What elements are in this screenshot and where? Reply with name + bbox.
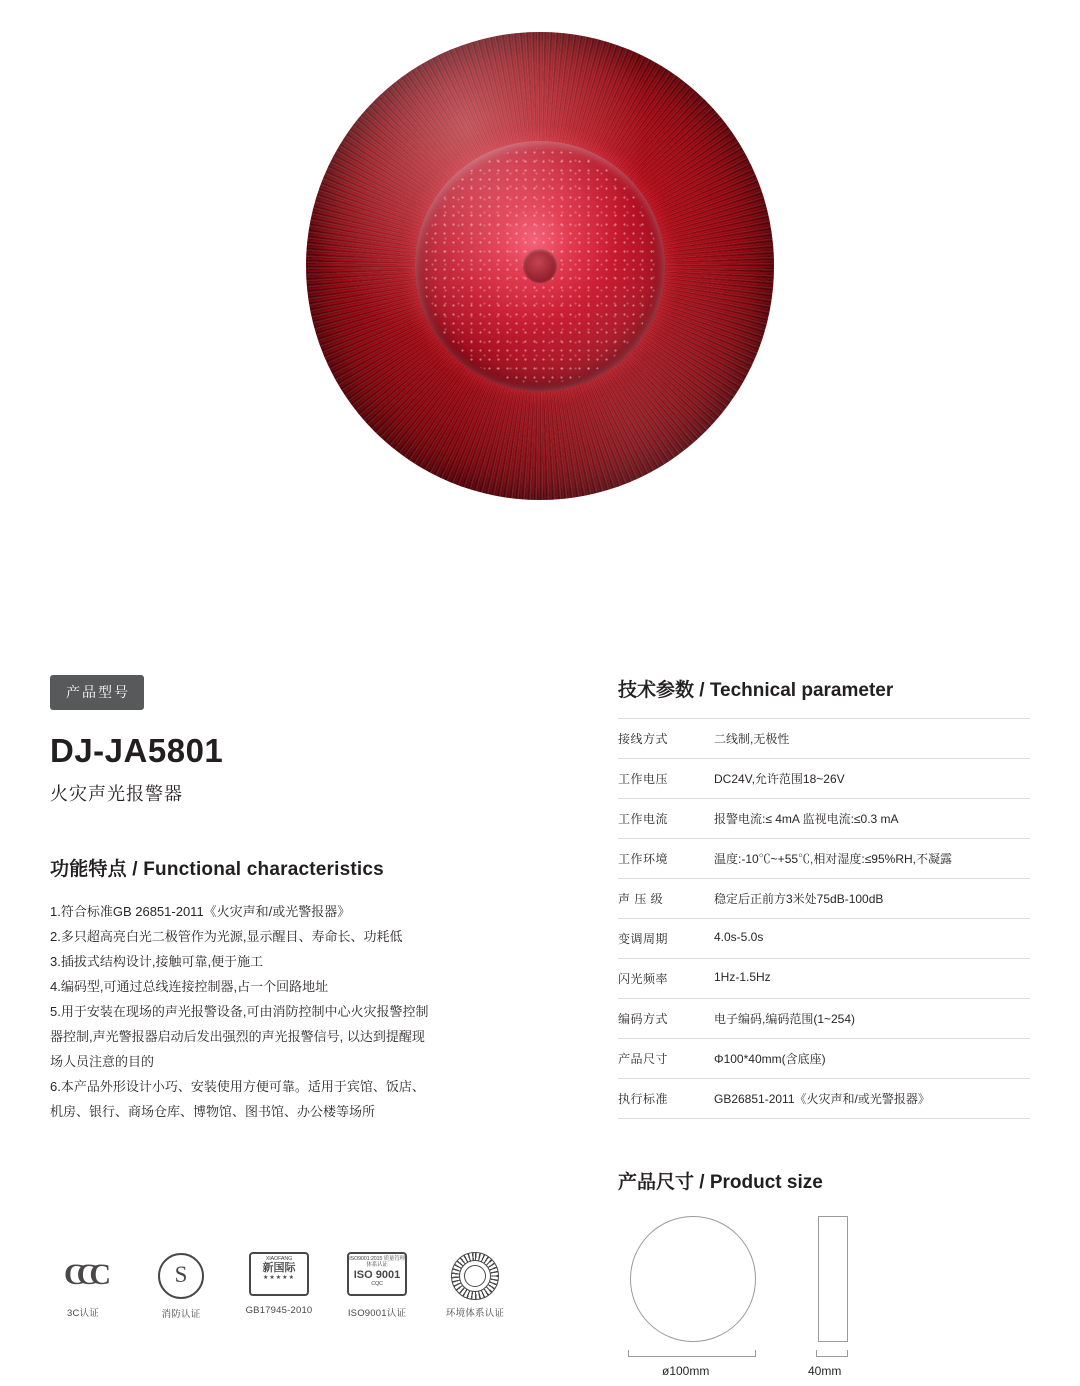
spec-value: DC24V,允许范围18~26V [714, 759, 1030, 799]
thickness-label: 40mm [808, 1364, 842, 1378]
cert-caption: 环境体系认证 [445, 1308, 505, 1319]
table-row [618, 959, 1030, 999]
table-row [618, 719, 1030, 759]
model-number: DJ-JA5801 [50, 732, 224, 769]
spec-key: 变调周期 [618, 919, 714, 959]
spec-value: 温度:-10℃~+55℃,相对湿度:≤95%RH,不凝露 [714, 839, 1030, 879]
feature-line: 6.本产品外形设计小巧、安装使用方便可靠。适用于宾馆、饭店、 [50, 1079, 425, 1094]
gb-badge-top: XIAOFANG [265, 1256, 293, 1262]
spec-key: 工作电流 [618, 799, 714, 839]
iso-badge-top: ISO9001:2015 质量管理体系认证 [349, 1256, 405, 1269]
product-size-diagram [618, 1216, 1030, 1386]
diameter-dimension-line [628, 1356, 756, 1357]
iso-badge-bottom: CQC [371, 1281, 383, 1288]
spec-value: 电子编码,编码范围(1~254) [714, 999, 1030, 1039]
table-row [618, 839, 1030, 879]
front-view-circle [630, 1216, 756, 1342]
model-name: 火灾声光报警器 [50, 784, 183, 804]
lens-gloss-highlight [306, 32, 774, 500]
spec-table [618, 718, 1030, 1119]
s-mark-icon [150, 1253, 212, 1299]
spec-key: 编码方式 [618, 999, 714, 1039]
feature-line: 5.用于安装在现场的声光报警设备,可由消防控制中心火灾报警控制 [50, 1004, 429, 1019]
side-view-rectangle [818, 1216, 848, 1342]
model-tag: 产品型号 [50, 675, 144, 710]
feature-line: 2.多只超高亮白光二极管作为光源,显示醒目、寿命长、功耗低 [50, 929, 403, 944]
spec-key: 接线方式 [618, 719, 714, 759]
product-info-column [50, 675, 530, 1124]
product-hero-image [0, 0, 1080, 620]
iso-badge-mid: ISO 9001 [353, 1268, 401, 1281]
s-mark: S [158, 1253, 204, 1299]
table-row [618, 799, 1030, 839]
feature-line: 1.符合标准GB 26851-2011《火灾声和/或光警报器》 [50, 904, 351, 919]
spec-value: 1Hz-1.5Hz [714, 959, 1030, 999]
technical-column [618, 675, 1030, 1386]
spec-key: 产品尺寸 [618, 1039, 714, 1079]
iso9001-badge-icon [346, 1252, 408, 1298]
features-list [50, 899, 530, 1124]
spec-key: 工作电压 [618, 759, 714, 799]
gb-badge-stars: ★★★★★ [263, 1274, 295, 1281]
thickness-dimension-line [816, 1356, 848, 1357]
table-row [618, 1039, 1030, 1079]
spec-key: 执行标准 [618, 1079, 714, 1119]
size-section-title: 产品尺寸 / Product size [618, 1172, 823, 1193]
lamp-outer-lens [306, 32, 774, 500]
cert-3c [48, 1252, 118, 1320]
table-row [618, 999, 1030, 1039]
spec-value: GB26851-2011《火灾声和/或光警报器》 [714, 1079, 1030, 1119]
feature-line: 场人员注意的目的 [50, 1054, 155, 1069]
spec-key: 闪光频率 [618, 959, 714, 999]
table-row [618, 759, 1030, 799]
table-row [618, 919, 1030, 959]
table-row [618, 879, 1030, 919]
spec-value: Φ100*40mm(含底座) [714, 1039, 1030, 1079]
certification-badges [48, 1252, 510, 1320]
ccc-icon [52, 1252, 114, 1298]
gb-badge-icon [248, 1252, 310, 1298]
spec-value: 二线制,无极性 [714, 719, 1030, 759]
cert-environment [440, 1252, 510, 1320]
feature-line: 4.编码型,可通过总线连接控制器,占一个回路地址 [50, 979, 329, 994]
spec-key: 声 压 级 [618, 879, 714, 919]
diameter-label: ø100mm [662, 1364, 710, 1378]
gb-badge-mid: 新国际 [262, 1262, 296, 1275]
spec-key: 工作环境 [618, 839, 714, 879]
environment-badge-inner [464, 1265, 486, 1287]
cert-iso9001 [342, 1252, 412, 1320]
cert-gb17945 [244, 1252, 314, 1320]
spec-value: 稳定后正前方3米处75dB-100dB [714, 879, 1030, 919]
feature-line: 机房、银行、商场仓库、博物馆、图书馆、办公楼等场所 [50, 1104, 376, 1119]
feature-line: 器控制,声光警报器启动后发出强烈的声光报警信号, 以达到提醒现 [50, 1029, 425, 1044]
cert-caption: ISO9001认证 [347, 1308, 407, 1319]
feature-line: 3.插拔式结构设计,接触可靠,便于施工 [50, 954, 264, 969]
cert-caption: 消防认证 [161, 1309, 201, 1320]
spec-value: 报警电流:≤ 4mA 监视电流:≤0.3 mA [714, 799, 1030, 839]
cert-caption: 3C认证 [67, 1308, 99, 1319]
table-row [618, 1079, 1030, 1119]
ccc-mark: CCC [64, 1258, 102, 1291]
sounder-strobe-product [306, 32, 774, 500]
spec-section-title: 技术参数 / Technical parameter [618, 680, 894, 701]
environment-badge-icon [444, 1252, 506, 1298]
spec-value: 4.0s-5.0s [714, 919, 1030, 959]
cert-caption: GB17945-2010 [245, 1305, 313, 1316]
cert-fire [146, 1252, 216, 1320]
features-section-title: 功能特点 / Functional characteristics [50, 859, 384, 880]
